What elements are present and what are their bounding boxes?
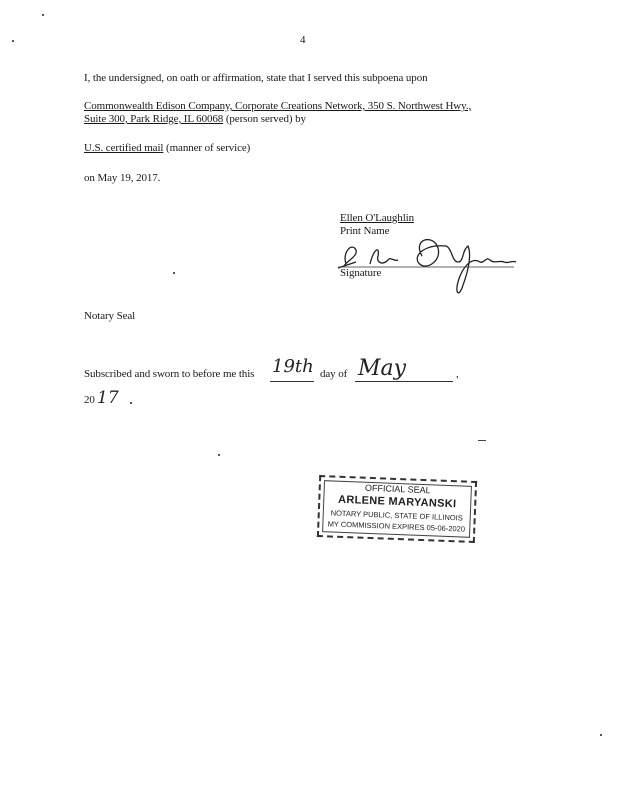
scan-speck xyxy=(12,40,14,42)
scan-speck xyxy=(218,454,220,456)
signature-label: Signature xyxy=(340,267,382,279)
signer-name: Ellen O'Laughlin xyxy=(340,212,415,224)
oath-statement: I, the undersigned, on oath or affirmation, state that I served this subpoena upon xyxy=(84,72,428,84)
month-underline xyxy=(355,381,453,382)
service-method-label: (manner of service) xyxy=(166,142,251,154)
scan-speck xyxy=(130,402,132,404)
served-address-line1: Commonwealth Edison Company, Corporate Creations Network, 350 S. Northwest Hwy., xyxy=(84,100,472,112)
subscribed-text: Subscribed and sworn to before me this xyxy=(84,368,255,380)
print-name-label: Print Name xyxy=(340,225,390,237)
service-method: U.S. certified mail xyxy=(84,142,164,154)
scan-mark xyxy=(478,440,486,441)
handwritten-month: May xyxy=(358,356,407,381)
served-address-line2-row xyxy=(84,113,306,125)
scan-speck xyxy=(600,734,602,736)
year-prefix: 20 xyxy=(84,394,95,406)
seal-line-1: OFFICIAL SEAL xyxy=(364,482,431,496)
scan-speck xyxy=(173,272,175,274)
notary-official-seal xyxy=(317,475,477,543)
seal-notary-name: ARLENE MARYANSKI xyxy=(337,493,457,511)
seal-line-3: NOTARY PUBLIC, STATE OF ILLINOIS xyxy=(330,508,463,523)
seal-expiration: MY COMMISSION EXPIRES 05-06-2020 xyxy=(327,519,466,534)
handwritten-year: 17 xyxy=(97,388,119,408)
served-address-line2: Suite 300, Park Ridge, IL 60068 xyxy=(84,113,224,125)
year-row xyxy=(84,394,95,406)
day-underline xyxy=(270,381,314,382)
month-end-comma: , xyxy=(456,368,459,380)
day-of-text: day of xyxy=(320,368,348,380)
person-served-label: (person served) by xyxy=(225,113,306,125)
service-row xyxy=(84,142,250,154)
page-number: 4 xyxy=(300,34,306,46)
notary-seal-label: Notary Seal xyxy=(84,310,136,322)
scan-speck xyxy=(42,14,44,16)
handwritten-day: 19th xyxy=(272,356,314,377)
signature-graphic xyxy=(334,232,524,300)
service-date: on May 19, 2017. xyxy=(84,172,161,184)
